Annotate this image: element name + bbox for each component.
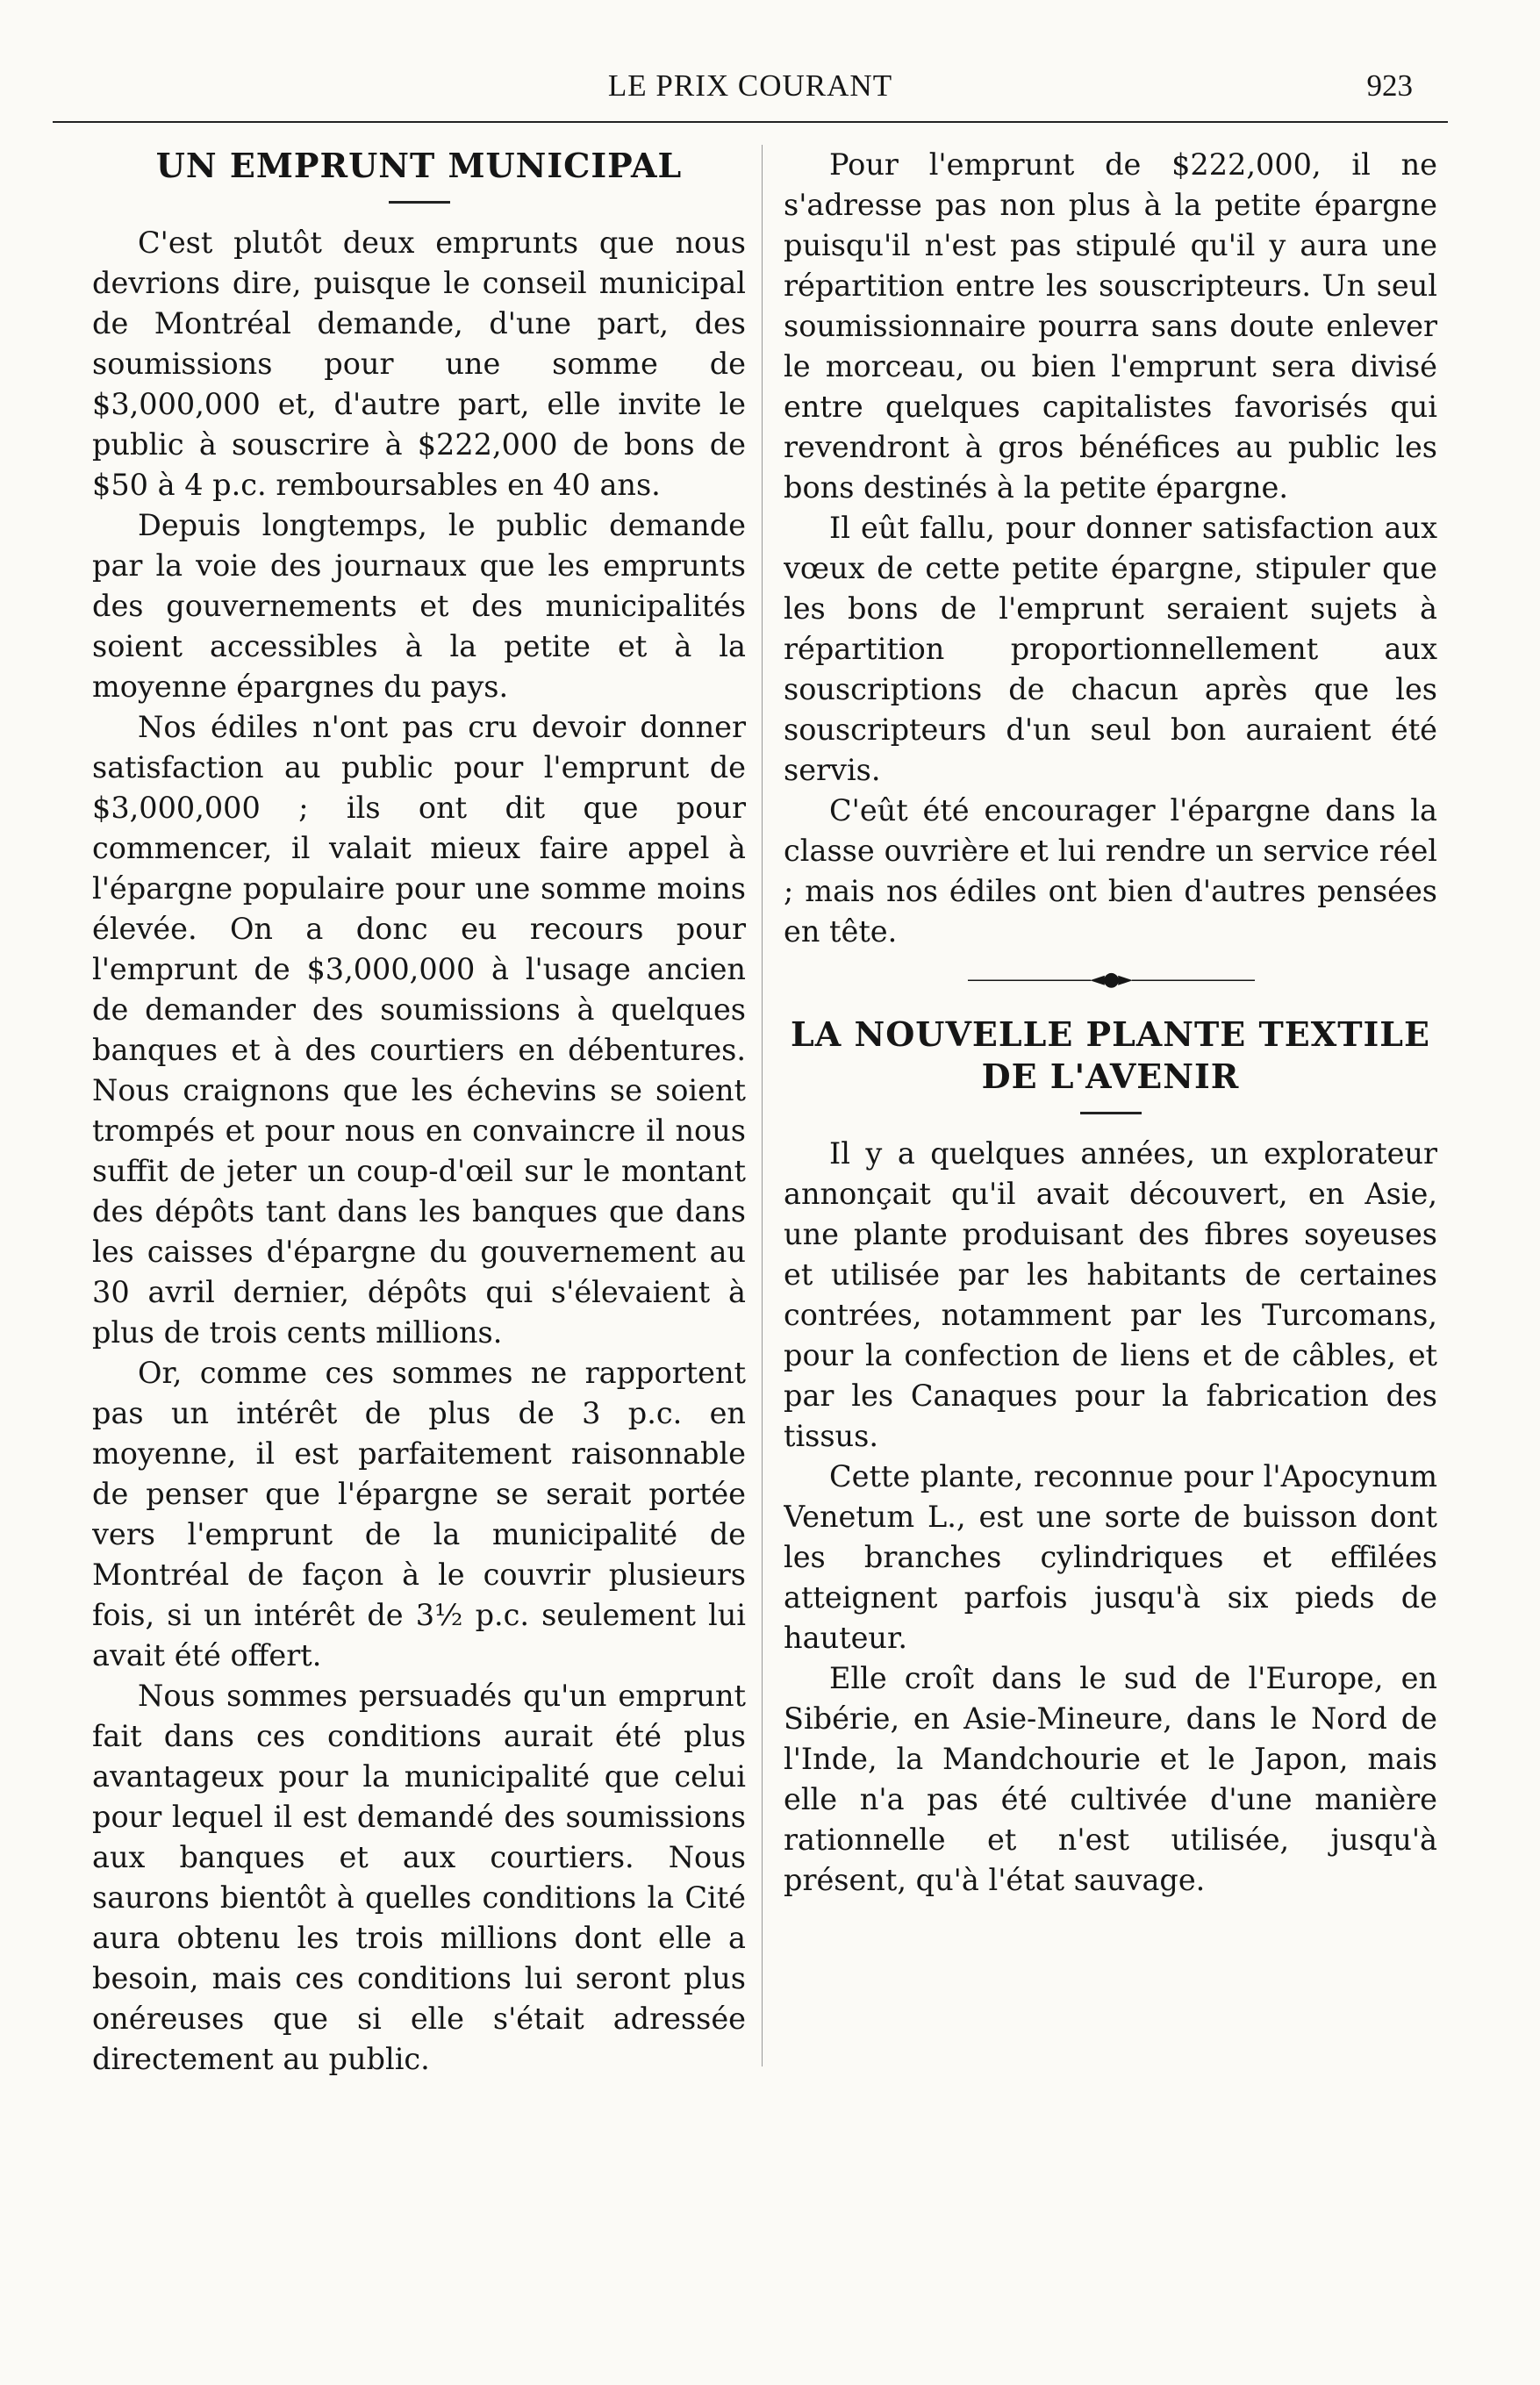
article-title: UN EMPRUNT MUNICIPAL bbox=[155, 146, 683, 185]
title-rule bbox=[389, 201, 450, 204]
paragraph: C'est plutôt deux emprunts que nous devrions dire, puisque le conseil municipal de Montréal demande, d'une part, des soumissions pour une somme de $3,000,000 et, d'autre part, elle invite le public à souscrire à $222,000 de bons de $50 à 4 p.c. remboursables en 40 ans. bbox=[92, 226, 746, 502]
column-divider bbox=[762, 145, 763, 2066]
paragraph: Il y a quelques années, un explorateur annonçait qu'il avait découvert, en Asie, une plante produisant des fibres soyeuses et utilisée par les habitants de certaines contrées, notamment par les Turcomans, pour la confection de liens et de câbles, et par les Canaques pour la fabrication des tissus. bbox=[784, 1136, 1437, 1453]
page-header bbox=[53, 68, 1448, 112]
left-column bbox=[92, 145, 746, 2365]
paragraph: Cette plante, reconnue pour l'Apocynum Venetum L., est une sorte de buisson dont les branches cylindriques et effilées atteignent parfois jusqu'à six pieds de hauteur. bbox=[784, 1459, 1437, 1655]
title-rule bbox=[1080, 1112, 1142, 1114]
section-ornament: ———————◄●►——————— bbox=[966, 969, 1255, 991]
paragraph: Depuis longtemps, le public demande par la voie des journaux que les emprunts des gouvernements et des municipalités soient accessibles à la petite et à la moyenne épargnes du pays. bbox=[92, 508, 746, 704]
header-rule bbox=[53, 121, 1448, 123]
paragraph: Elle croît dans le sud de l'Europe, en Sibérie, en Asie-Mineure, dans le Nord de l'Inde, la Mandchourie et le Japon, mais elle n'a pas été cultivée d'une manière rationnelle et n'est utilisée, jusqu'à présent, qu'à l'état sauvage. bbox=[784, 1661, 1437, 1897]
paragraph: C'eût été encourager l'épargne dans la classe ouvrière et lui rendre un service réel ; mais nos édiles ont bien d'autres pensées en tête. bbox=[784, 793, 1437, 949]
page-number: 923 bbox=[1366, 68, 1413, 103]
paragraph: Nos édiles n'ont pas cru devoir donner satisfaction au public pour l'emprunt de $3,000,000 ; ils ont dit que pour commencer, il valait mieux faire appel à l'épargne populaire pour une somme moins élevée. On a donc eu recours pour l'emprunt de $3,000,000 à l'usage ancien de demander des soumissions à quelques banques et à des courtiers en débentures. Nous craignons que les échevins se soient trompés et pour nous en convaincre il nous suffit de jeter un coup-d'œil sur le montant des dépôts tant dans les banques que dans les caisses d'épargne du gouvernement au 30 avril dernier, dépôts qui s'élevaient à plus de trois cents millions. bbox=[92, 710, 746, 1350]
paragraph: Or, comme ces sommes ne rapportent pas un intérêt de plus de 3 p.c. en moyenne, il est parfaitement raisonnable de penser que l'épargne se serait portée vers l'emprunt de la municipalité de Montréal de façon à le couvrir plusieurs fois, si un intérêt de 3½ p.c. seulement lui avait été offert. bbox=[92, 1356, 746, 1672]
paragraph: Nous sommes persuadés qu'un emprunt fait dans ces conditions aurait été plus avantageux pour la municipalité que celui pour lequel il est demandé des soumissions aux banques et aux courtiers. Nous saurons bientôt à quelles conditions la Cité aura obtenu les trois millions dont elle a besoin, mais ces conditions lui seront plus onéreuses que si elle s'était adressée directement au public. bbox=[92, 1679, 746, 2076]
article-title: LA NOUVELLE PLANTE TEXTILE DE L'AVENIR bbox=[791, 1014, 1430, 1096]
paragraph: Pour l'emprunt de $222,000, il ne s'adresse pas non plus à la petite épargne puisqu'il n'est pas stipulé qu'il y aura une répartition entre les souscripteurs. Un seul soumissionnaire pourra sans doute enlever le morceau, ou bien l'emprunt sera divisé entre quelques capitalistes favorisés qui revendront à gros bénéfices au public les bons destinés à la petite épargne. bbox=[784, 147, 1437, 505]
paragraph: Il eût fallu, pour donner satisfaction aux vœux de cette petite épargne, stipuler que les bons de l'emprunt seraient sujets à répartition proportionnellement aux souscriptions de chacun après que les souscripteurs d'un seul bon auraient été servis. bbox=[784, 511, 1437, 787]
running-title: LE PRIX COURANT bbox=[607, 68, 893, 103]
right-column bbox=[784, 145, 1437, 2365]
